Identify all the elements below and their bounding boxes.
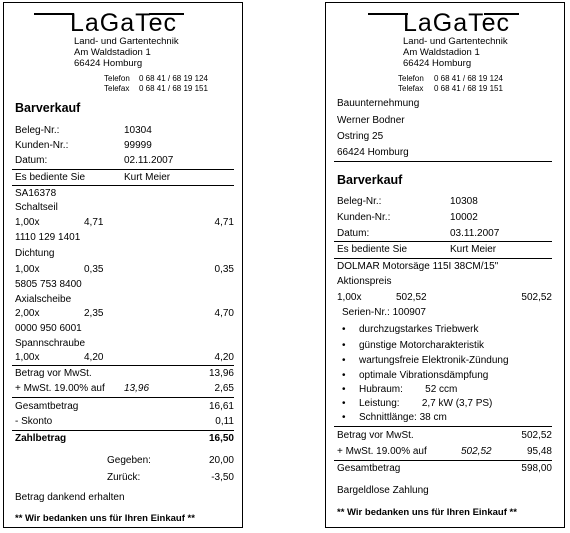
bedient-label: Es bediente Sie	[337, 244, 408, 255]
tel-label: Telefon	[104, 74, 130, 83]
tel-number: 0 68 41 / 68 19 124	[434, 74, 503, 83]
item-total: 4,20	[214, 352, 234, 363]
datum-value: 02.11.2007	[124, 155, 174, 166]
bullet-icon: •	[342, 384, 346, 395]
tel-label: Telefon	[398, 74, 424, 83]
feature-item: günstige Motorcharakteristik	[359, 340, 485, 351]
receipt-title: Barverkauf	[15, 101, 81, 115]
item-qty: 1,00x	[15, 217, 40, 228]
item-name: Dichtung	[15, 248, 55, 259]
footer-thanks: ** Wir bedanken uns für Ihren Einkauf **	[337, 507, 517, 518]
company-line-1: Land- und Gartentechnik	[403, 36, 508, 47]
feature-item: wartungsfreie Elektronik-Zündung	[359, 355, 509, 366]
feature-item: durchzugstarkes Triebwerk	[359, 324, 479, 335]
kunden-value: 99999	[124, 140, 152, 151]
logo-bar	[34, 13, 74, 15]
feature-item: optimale Vibrationsdämpfung	[359, 370, 489, 381]
vor-mwst-label: Betrag vor MwSt.	[15, 368, 92, 379]
bedient-value: Kurt Meier	[124, 172, 171, 183]
zahl-value: 16,50	[208, 433, 234, 444]
skonto-label: - Skonto	[15, 416, 53, 427]
fax-number: 0 68 41 / 68 19 151	[434, 84, 503, 93]
datum-value: 03.11.2007	[450, 228, 500, 239]
serial-number: Serien-Nr.: 100907	[342, 307, 426, 318]
mwst-label: + MwSt. 19.00% auf	[15, 383, 105, 394]
divider	[334, 426, 552, 427]
bullet-icon: •	[342, 340, 346, 351]
kunden-label: Kunden-Nr.:	[15, 140, 69, 151]
company-line-1: Land- und Gartentechnik	[74, 36, 179, 47]
feature-item: Hubraum: 52 ccm	[359, 384, 458, 395]
skonto-value: 0,11	[215, 416, 234, 427]
divider	[12, 185, 234, 186]
gesamt-label: Gesamtbetrag	[337, 463, 401, 474]
payment-method: Bargeldlose Zahlung	[337, 485, 429, 496]
item-subtitle: Aktionspreis	[337, 276, 392, 287]
company-line-2: Am Waldstadion 1	[403, 47, 480, 58]
feature-item: Leistung: 2,7 kW (3,7 PS)	[359, 398, 493, 409]
tel-number: 0 68 41 / 68 19 124	[139, 74, 208, 83]
item-name: Spannschraube	[15, 338, 86, 349]
item-code: 1110 129 1401	[15, 232, 81, 243]
mwst-base: 502,52	[461, 446, 492, 457]
beleg-label: Beleg-Nr.:	[337, 196, 382, 207]
fax-number: 0 68 41 / 68 19 151	[139, 84, 208, 93]
company-logo: LaGaTec	[403, 9, 511, 37]
logo-bar	[368, 13, 408, 15]
fax-label: Telefax	[104, 84, 130, 93]
customer-line-3: Ostring 25	[337, 131, 384, 142]
thanks-note: Betrag dankend erhalten	[15, 492, 125, 503]
divider	[12, 430, 234, 431]
footer-thanks: ** Wir bedanken uns für Ihren Einkauf **	[15, 513, 195, 524]
item-name: Axialscheibe	[15, 294, 72, 305]
beleg-value: 10304	[124, 125, 152, 136]
item-total: 0,35	[214, 264, 234, 275]
customer-line-1: Bauunternehmung	[337, 98, 420, 109]
item-total: 502,52	[521, 292, 552, 303]
beleg-label: Beleg-Nr.:	[15, 125, 60, 136]
zurueck-label: Zurück:	[107, 472, 141, 483]
item-price: 4,71	[84, 217, 104, 228]
receipt-title: Barverkauf	[337, 173, 403, 187]
item-price: 4,20	[84, 352, 104, 363]
company-logo: LaGaTec	[70, 9, 178, 37]
vor-mwst-label: Betrag vor MwSt.	[337, 430, 414, 441]
divider	[334, 161, 552, 162]
customer-line-4: 66424 Homburg	[337, 147, 409, 158]
mwst-value: 95,48	[526, 446, 552, 457]
item-total: 4,70	[214, 308, 234, 319]
beleg-value: 10308	[450, 196, 478, 207]
gesamt-value: 598,00	[521, 463, 552, 474]
mwst-value: 2,65	[214, 383, 234, 394]
item-qty: 1,00x	[15, 264, 40, 275]
item-code: 0000 950 6001	[15, 323, 82, 334]
company-line-3: 66424 Homburg	[403, 58, 472, 69]
item-total: 4,71	[214, 217, 234, 228]
feature-item: Schnittlänge: 38 cm	[359, 412, 447, 423]
gesamt-value: 16,61	[208, 401, 234, 412]
vor-mwst-value: 502,52	[521, 430, 552, 441]
gegeben-value: 20,00	[208, 455, 234, 466]
divider	[12, 397, 234, 398]
item-price: 2,35	[84, 308, 104, 319]
customer-line-2: Werner Bodner	[337, 115, 405, 126]
company-line-2: Am Waldstadion 1	[74, 47, 151, 58]
bullet-icon: •	[342, 412, 346, 423]
item-price: 502,52	[396, 292, 427, 303]
divider	[12, 169, 234, 170]
item-code: SA16378	[15, 188, 57, 199]
gegeben-label: Gegeben:	[107, 455, 151, 466]
item-qty: 1,00x	[337, 292, 362, 303]
zurueck-value: -3,50	[211, 472, 234, 483]
bullet-icon: •	[342, 324, 346, 335]
item-name: Schaltseil	[15, 202, 58, 213]
bullet-icon: •	[342, 355, 346, 366]
divider	[334, 460, 552, 461]
divider	[334, 258, 552, 259]
datum-label: Datum:	[337, 228, 370, 239]
bedient-value: Kurt Meier	[450, 244, 497, 255]
item-code: 5805 753 8400	[15, 279, 82, 290]
bedient-label: Es bediente Sie	[15, 172, 86, 183]
vor-mwst-value: 13,96	[208, 368, 234, 379]
bullet-icon: •	[342, 370, 346, 381]
mwst-label: + MwSt. 19.00% auf	[337, 446, 427, 457]
divider	[334, 241, 552, 242]
bullet-icon: •	[342, 398, 346, 409]
mwst-base: 13,96	[124, 383, 150, 394]
kunden-label: Kunden-Nr.:	[337, 212, 391, 223]
receipt-2	[325, 2, 565, 528]
company-line-3: 66424 Homburg	[74, 58, 143, 69]
divider	[12, 365, 234, 366]
item-name: DOLMAR Motorsäge 115I 38CM/15"	[337, 261, 499, 272]
datum-label: Datum:	[15, 155, 48, 166]
item-qty: 1,00x	[15, 352, 40, 363]
gesamt-label: Gesamtbetrag	[15, 401, 79, 412]
kunden-value: 10002	[450, 212, 478, 223]
receipt-1	[3, 2, 243, 528]
item-price: 0,35	[84, 264, 104, 275]
zahl-label: Zahlbetrag	[15, 433, 67, 444]
item-qty: 2,00x	[15, 308, 40, 319]
fax-label: Telefax	[398, 84, 424, 93]
